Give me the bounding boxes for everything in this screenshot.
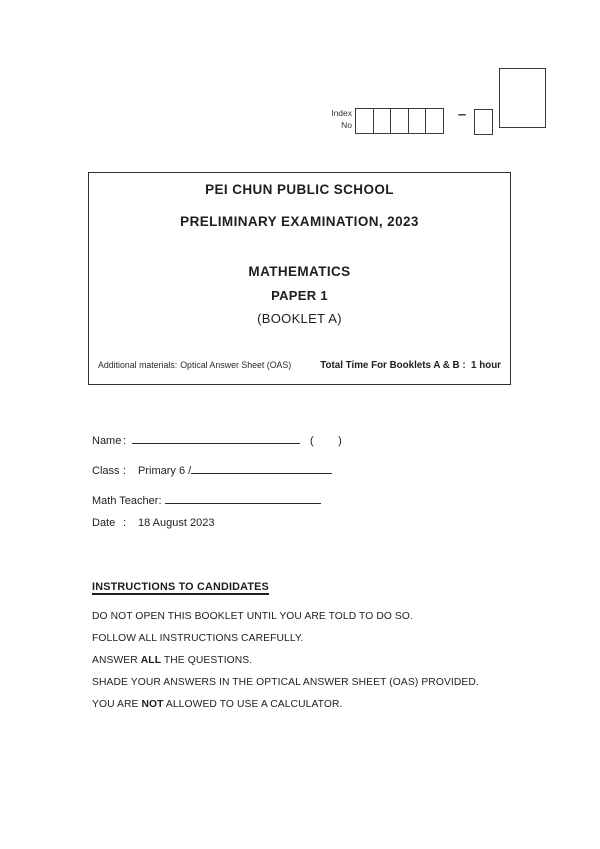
instruction-text: ANSWER [92, 655, 141, 666]
instruction-line [92, 699, 532, 710]
subject-title: MATHEMATICS [248, 264, 351, 279]
index-no-label [318, 108, 352, 131]
class-colon: : [123, 465, 127, 477]
instruction-text: FOLLOW ALL INSTRUCTIONS CAREFULLY. [92, 633, 304, 644]
index-no-label-line2: No [341, 119, 352, 130]
name-colon: : [123, 435, 127, 447]
register-number-brackets: ( ) [310, 435, 342, 447]
instruction-line [92, 655, 532, 666]
instructions-heading: INSTRUCTIONS TO CANDIDATES [92, 581, 269, 593]
instruction-text: SHADE YOUR ANSWERS IN THE OPTICAL ANSWER SHEET (OAS) PROVIDED. [92, 677, 479, 688]
teacher-row [92, 491, 321, 507]
teacher-label: Math Teacher: [92, 495, 162, 507]
date-label: Date [92, 517, 116, 529]
instructions-list [92, 611, 532, 710]
instruction-text: NOT [141, 699, 164, 710]
instructions-section [92, 581, 532, 721]
additional-materials-label: Additional materials: [98, 360, 178, 370]
date-row [92, 517, 214, 529]
index-no-box [373, 108, 392, 134]
instruction-text: DO NOT OPEN THIS BOOKLET UNTIL YOU ARE TOLD TO DO SO. [92, 611, 413, 622]
name-row [92, 431, 342, 447]
class-write-line [191, 461, 332, 474]
instruction-line [92, 611, 532, 622]
index-no-separator: – [457, 106, 467, 123]
additional-materials [98, 360, 291, 370]
instruction-text: THE QUESTIONS. [161, 655, 253, 666]
exam-header-box [88, 172, 511, 385]
class-row [92, 461, 332, 477]
index-no-box [355, 108, 374, 134]
instruction-line [92, 633, 532, 644]
instruction-text: ALL [140, 655, 162, 666]
index-no-box [390, 108, 409, 134]
index-no-box [425, 108, 444, 134]
teacher-write-line [165, 491, 321, 504]
marks-box [499, 68, 546, 128]
school-name: PEI CHUN PUBLIC SCHOOL [205, 182, 394, 197]
index-no-check-box [474, 109, 493, 135]
index-no-boxes [355, 108, 444, 134]
class-label: Class [92, 465, 120, 477]
date-value: 18 August 2023 [138, 517, 215, 529]
exam-title: PRELIMINARY EXAMINATION, 2023 [180, 214, 419, 229]
index-no-box [408, 108, 427, 134]
additional-materials-value: Optical Answer Sheet (OAS) [180, 360, 292, 370]
class-value: Primary 6 / [138, 465, 192, 477]
booklet-label: (BOOKLET A) [257, 311, 342, 326]
instruction-text: YOU ARE [92, 699, 142, 710]
name-write-line [132, 431, 300, 444]
total-time: Total Time For Booklets A & B : 1 hour [320, 360, 501, 371]
paper-number: PAPER 1 [271, 288, 328, 303]
name-label: Name [92, 435, 122, 447]
instruction-line [92, 677, 532, 688]
index-no-label-line1: Index [331, 108, 352, 118]
header-box-footer [98, 360, 501, 371]
instruction-text: ALLOWED TO USE A CALCULATOR. [163, 699, 343, 710]
date-colon: : [123, 517, 127, 529]
